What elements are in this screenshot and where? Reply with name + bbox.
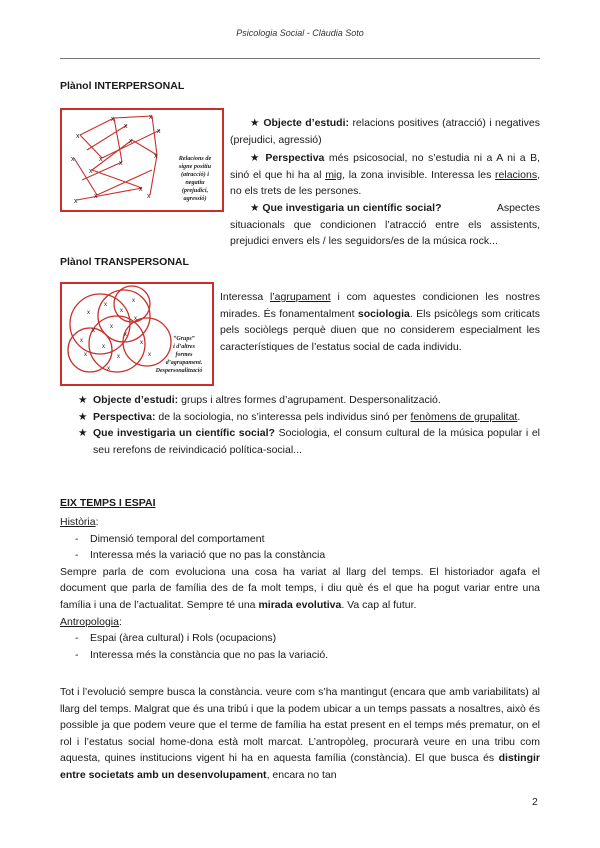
svg-text:Relacions de: Relacions de xyxy=(178,155,212,162)
svg-text:x: x xyxy=(139,186,143,193)
svg-text:agressió): agressió) xyxy=(183,195,207,202)
svg-text:x: x xyxy=(157,128,161,135)
svg-text:formes: formes xyxy=(175,352,193,358)
svg-text:x: x xyxy=(148,352,151,358)
svg-text:x: x xyxy=(92,328,95,334)
svg-text:x: x xyxy=(132,298,135,304)
page-number: 2 xyxy=(532,796,538,808)
historia-paragraph: Sempre parla de com evoluciona una cosa ha variat al llarg del temps. El historiador agafa el document que parla de família des de fa molt temps, i diu què és el que ha pogut variar entre una família i una de l’actualitat. Sempre té una mirada evolutiva. Va cap al futur. xyxy=(60,565,540,611)
header-divider xyxy=(60,58,540,59)
interpersonal-perspectiva: ★ Perspectiva més psicosocial, no s’estudia ni a A ni a B, sinó el que hi ha al mig, la zona invisible. Interessa les relacions, no els trets de les persones. xyxy=(230,152,540,198)
svg-text:negatiu: negatiu xyxy=(185,179,205,186)
star-icon: ★ xyxy=(78,394,88,406)
figure-caption xyxy=(155,336,203,374)
svg-text:x: x xyxy=(94,193,98,200)
svg-text:“Grups”: “Grups” xyxy=(173,336,195,342)
svg-text:x: x xyxy=(111,116,115,123)
transpersonal-intro: Interessa l’agrupament i com aquestes condicionen les nostres mirades. És fonamentalment sociologia. Els psicòlegs som criticats pels sociòlegs perquè diuen que no considerem especialment les característiques de l’estatus social de cada individu. xyxy=(220,291,541,353)
list-item: ★ Que investigaria un científic social? Sociologia, el consum cultural de la música popular i el seu rerefons de reivindicació política-social... xyxy=(78,427,540,456)
historia-section: Història: - Dimensió temporal del comportament - Interessa més la variació que no pas la constància Sempre parla de com evoluciona una cosa ha variat al llarg del temps. El historiador agafa el document que parla de família des de fa molt temps, i diu què és el que ha pogut variar entre una família i una de l’actualitat. Sempre té una mirada evolutiva. Va cap al futur. Antropologia: - Espai (àrea cultural) i Rols (ocupacions) - Interessa més la constància que no pas la variació. xyxy=(60,514,540,663)
list-item: - Interessa més la constància que no pas la variació. xyxy=(75,648,329,661)
interpersonal-investigaria: ★ Que investigaria un científic social? xyxy=(250,202,442,214)
svg-text:d’agrupament.: d’agrupament. xyxy=(165,360,203,366)
svg-text:x: x xyxy=(87,310,90,316)
historia-label: Història xyxy=(60,516,96,528)
svg-text:x: x xyxy=(129,138,133,145)
svg-text:x: x xyxy=(134,316,137,322)
transpersonal-title: Plànol TRANSPERSONAL xyxy=(60,256,189,268)
interpersonal-investigaria-text: Aspectes situacionals que condicionen l’atracció entre els assistents, prejudici envers els / les seguidors/es de la música rock... xyxy=(230,202,541,248)
list-item: - Interessa més la variació que no pas la constància xyxy=(75,549,326,562)
antropologia-label: Antropologia xyxy=(60,615,119,628)
svg-text:x: x xyxy=(107,366,110,372)
list-item: ★ Perspectiva: de la sociologia, no s’interessa pels individus sinó per fenòmens de grupalitat. xyxy=(78,409,540,426)
star-icon: ★ xyxy=(78,427,88,440)
interpersonal-figure xyxy=(60,108,224,212)
figure-caption xyxy=(178,155,212,202)
list-item: - Espai (àrea cultural) i Rols (ocupacions) xyxy=(75,632,277,645)
svg-text:x: x xyxy=(80,338,83,344)
svg-text:(atracció) i: (atracció) i xyxy=(180,171,210,178)
svg-text:x: x xyxy=(149,114,153,121)
star-icon: ★ xyxy=(78,410,88,423)
interpersonal-title: Plànol INTERPERSONAL xyxy=(60,80,185,92)
svg-text:x: x xyxy=(99,156,103,163)
svg-text:x: x xyxy=(140,340,143,346)
transpersonal-bullets xyxy=(78,392,540,458)
svg-text:x: x xyxy=(119,160,123,167)
svg-text:x: x xyxy=(120,308,123,314)
svg-text:x: x xyxy=(71,156,75,163)
svg-text:x: x xyxy=(102,344,105,350)
svg-text:x: x xyxy=(84,352,87,358)
svg-text:x: x xyxy=(104,302,107,308)
svg-text:(prejudici,: (prejudici, xyxy=(181,187,209,194)
final-paragraph: Tot i l’evolució sempre busca la constància. veure com s’ha mantingut (encara que amb variabilitats) al llarg del temps. Malgrat que és una tribú i que la podem ubicar a un temps passats a nosaltres, això és possible ja que podem veure que el terme de família ha estat present en el temps més prematur, on el rol i l’estatus social home-dona està molt marcat. L’antropòleg, procurarà veure en una tribu com aquesta, quines institucions vigent hi ha en aquesta família (constància). El que busca és distingir entre societats amb un desenvolupament, encara no tan xyxy=(60,686,540,781)
svg-text:x: x xyxy=(124,123,128,130)
list-item: ★ Objecte d’estudi: grups i altres formes d’agrupament. Despersonalització. xyxy=(78,392,540,409)
relations-network-diagram xyxy=(62,110,222,210)
interpersonal-objecte: ★ Objecte d’estudi: relacions positives (atracció) i negatives (prejudici, agressió) xyxy=(230,117,540,146)
svg-text:i d’altres: i d’altres xyxy=(173,344,195,350)
page-header: Psicologia Social - Clàudia Soto xyxy=(236,28,364,38)
svg-text:x: x xyxy=(154,153,158,160)
svg-text:x: x xyxy=(76,133,80,140)
svg-text:Despersonalització: Despersonalització xyxy=(155,368,203,374)
svg-text:x: x xyxy=(110,324,113,330)
list-item: - Dimensió temporal del comportament xyxy=(75,532,265,545)
groups-circles-diagram xyxy=(62,284,212,384)
svg-text:x: x xyxy=(74,198,78,205)
svg-text:signe positiu: signe positiu xyxy=(178,163,212,170)
svg-text:x: x xyxy=(117,354,120,360)
svg-text:x: x xyxy=(147,193,151,200)
svg-text:x: x xyxy=(89,168,93,175)
transpersonal-figure xyxy=(60,282,214,386)
relation-lines xyxy=(74,116,160,200)
svg-text:x: x xyxy=(124,332,127,338)
eix-title: EIX TEMPS I ESPAI xyxy=(60,497,156,509)
